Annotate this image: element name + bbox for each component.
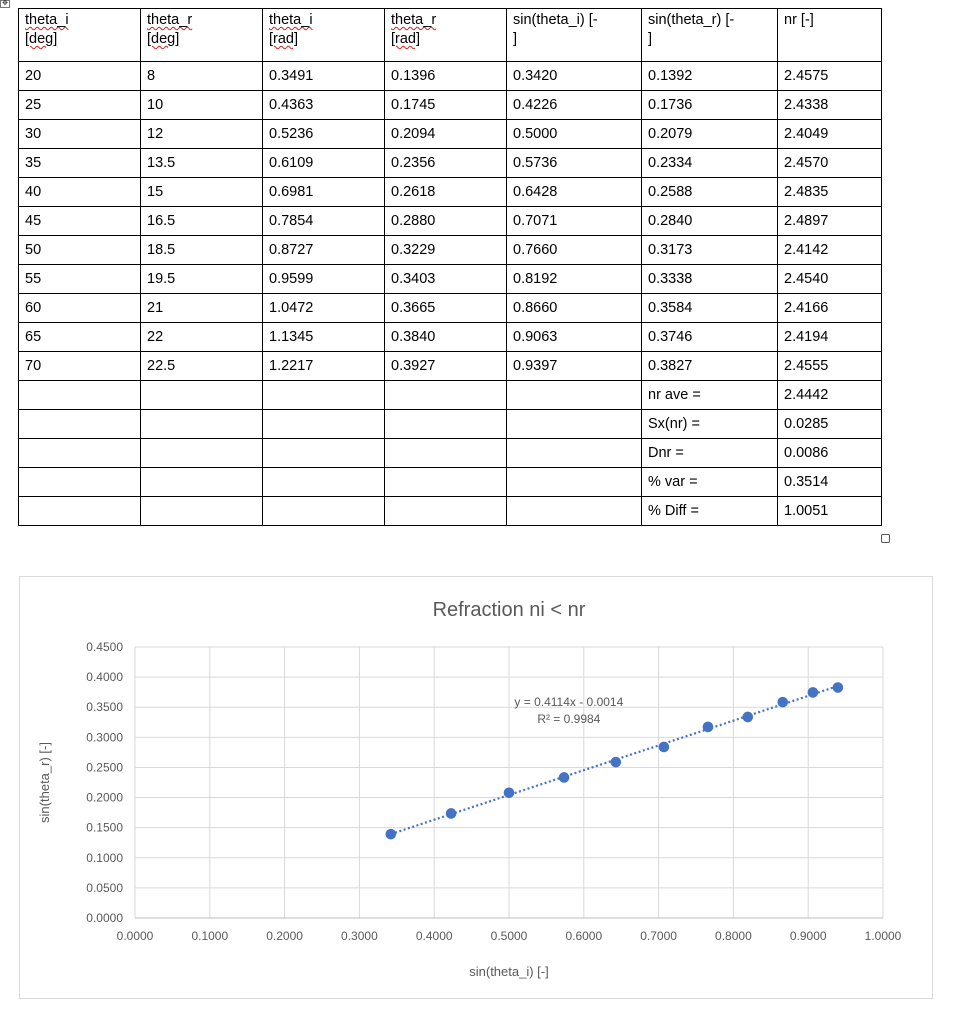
cell-theta-r-deg: 10: [141, 91, 263, 120]
chart-title: Refraction ni < nr: [432, 599, 586, 621]
empty-cell: [141, 497, 263, 526]
cell-nr: 2.4570: [778, 149, 882, 178]
cell-nr: 2.4540: [778, 265, 882, 294]
empty-cell: [507, 497, 642, 526]
stat-label-text: nr ave =: [648, 387, 701, 403]
stats-row: [19, 410, 882, 439]
data-point: [777, 697, 788, 708]
cell-theta-i-deg: 55: [19, 265, 141, 294]
data-point: [833, 682, 844, 693]
stats-row: [19, 439, 882, 468]
cell-theta-r-rad: 0.2094: [385, 120, 507, 149]
cell-theta-r-rad: 0.2880: [385, 207, 507, 236]
stat-label: [642, 410, 778, 439]
cell-sin-theta-i: 0.8192: [507, 265, 642, 294]
y-tick-label: 0.4000: [86, 670, 123, 685]
data-point: [611, 757, 622, 768]
empty-cell: [507, 439, 642, 468]
cell-theta-i-rad: 0.3491: [263, 62, 385, 91]
data-point: [659, 742, 670, 753]
header-nr: nr [-]: [778, 9, 882, 62]
cell-theta-i-rad: 0.9599: [263, 265, 385, 294]
table-row: [19, 207, 882, 236]
x-tick-label: 0.8000: [715, 929, 752, 943]
cell-nr: 2.4142: [778, 236, 882, 265]
y-tick-label: 0.1000: [86, 850, 123, 865]
cell-theta-r-rad: 0.2618: [385, 178, 507, 207]
table-resize-handle[interactable]: [881, 534, 890, 543]
x-tick-label: 0.2000: [266, 929, 303, 943]
table-row: [19, 62, 882, 91]
cell-theta-r-deg: 19.5: [141, 265, 263, 294]
cell-sin-theta-i: 0.9063: [507, 323, 642, 352]
cell-nr: 2.4555: [778, 352, 882, 381]
empty-cell: [141, 468, 263, 497]
table-row: [19, 236, 882, 265]
stat-label-text: Sx(nr) =: [648, 416, 700, 432]
cell-sin-theta-i: 0.5000: [507, 120, 642, 149]
cell-theta-i-deg: 60: [19, 294, 141, 323]
cell-theta-i-rad: 0.4363: [263, 91, 385, 120]
cell-theta-r-rad: 0.3665: [385, 294, 507, 323]
x-tick-label: 1.0000: [864, 929, 902, 943]
cell-theta-r-deg: 13.5: [141, 149, 263, 178]
y-tick-label: 0.0500: [86, 880, 123, 895]
empty-cell: [263, 410, 385, 439]
empty-cell: [507, 410, 642, 439]
table-row: [19, 120, 882, 149]
empty-cell: [141, 410, 263, 439]
stat-value: 0.0086: [778, 439, 882, 468]
cell-theta-r-rad: 0.1745: [385, 91, 507, 120]
table-row: [19, 91, 882, 120]
y-tick-label: 0.1500: [86, 820, 123, 835]
scatter-chart: [20, 577, 934, 1000]
header-sin-theta-i: sin(theta_i) [- ]: [507, 9, 642, 62]
cell-theta-i-deg: 25: [19, 91, 141, 120]
empty-cell: [507, 468, 642, 497]
cell-sin-theta-r: 0.2840: [642, 207, 778, 236]
cell-theta-r-deg: 16.5: [141, 207, 263, 236]
table-row: [19, 178, 882, 207]
empty-cell: [19, 468, 141, 497]
stat-label-text: Dnr =: [648, 445, 684, 461]
empty-cell: [385, 468, 507, 497]
cell-theta-i-rad: 0.6981: [263, 178, 385, 207]
stat-label-text: % Diff =: [648, 503, 699, 519]
stat-value: 0.0285: [778, 410, 882, 439]
empty-cell: [141, 439, 263, 468]
cell-theta-r-deg: 12: [141, 120, 263, 149]
stats-row: [19, 468, 882, 497]
cell-sin-theta-i: 0.7071: [507, 207, 642, 236]
cell-sin-theta-i: 0.6428: [507, 178, 642, 207]
empty-cell: [19, 497, 141, 526]
cell-theta-i-deg: 20: [19, 62, 141, 91]
cell-theta-i-deg: 50: [19, 236, 141, 265]
cell-sin-theta-i: 0.5736: [507, 149, 642, 178]
cell-sin-theta-i: 0.3420: [507, 62, 642, 91]
empty-cell: [19, 410, 141, 439]
table-row: [19, 294, 882, 323]
stats-row: [19, 497, 882, 526]
stat-value: 0.3514: [778, 468, 882, 497]
cell-theta-r-deg: 15: [141, 178, 263, 207]
table-row: [19, 323, 882, 352]
cell-sin-theta-i: 0.4226: [507, 91, 642, 120]
cell-theta-r-deg: 21: [141, 294, 263, 323]
cell-sin-theta-r: 0.3827: [642, 352, 778, 381]
cell-theta-r-deg: 8: [141, 62, 263, 91]
header-theta-r-deg: theta_r [deg]: [141, 9, 263, 62]
empty-cell: [263, 381, 385, 410]
cell-sin-theta-r: 0.3173: [642, 236, 778, 265]
table-row: [19, 265, 882, 294]
cell-theta-i-rad: 1.1345: [263, 323, 385, 352]
x-tick-label: 0.6000: [565, 929, 603, 943]
cell-theta-i-rad: 1.2217: [263, 352, 385, 381]
cell-theta-i-deg: 45: [19, 207, 141, 236]
cell-theta-i-rad: 0.8727: [263, 236, 385, 265]
cell-sin-theta-r: 0.2588: [642, 178, 778, 207]
cell-sin-theta-r: 0.1392: [642, 62, 778, 91]
cell-theta-i-rad: 0.5236: [263, 120, 385, 149]
cell-sin-theta-r: 0.2334: [642, 149, 778, 178]
empty-cell: [19, 381, 141, 410]
x-tick-label: 0.5000: [490, 929, 528, 943]
x-tick-label: 0.7000: [640, 929, 677, 943]
cell-theta-i-deg: 35: [19, 149, 141, 178]
table-row: [19, 149, 882, 178]
cell-sin-theta-r: 0.2079: [642, 120, 778, 149]
y-tick-label: 0.3500: [86, 700, 123, 715]
cell-nr: 2.4897: [778, 207, 882, 236]
cell-theta-r-rad: 0.1396: [385, 62, 507, 91]
trendline-r2: R² = 0.9984: [537, 712, 601, 727]
cell-theta-r-rad: 0.3840: [385, 323, 507, 352]
cell-theta-r-rad: 0.3927: [385, 352, 507, 381]
table-header-row: [19, 9, 882, 62]
data-point: [559, 772, 570, 783]
table-move-handle[interactable]: ✥: [0, 0, 10, 8]
data-point: [504, 787, 515, 798]
x-tick-label: 0.3000: [341, 929, 378, 943]
data-point: [703, 722, 714, 733]
cell-theta-r-deg: 22: [141, 323, 263, 352]
empty-cell: [19, 439, 141, 468]
stat-label: [642, 497, 778, 526]
stats-row: [19, 381, 882, 410]
data-point: [386, 829, 397, 840]
data-point: [808, 687, 819, 698]
empty-cell: [507, 381, 642, 410]
cell-theta-i-deg: 65: [19, 323, 141, 352]
stat-label-text: % var =: [648, 474, 698, 490]
cell-nr: 2.4338: [778, 91, 882, 120]
data-point: [446, 808, 457, 819]
empty-cell: [263, 468, 385, 497]
cell-sin-theta-i: 0.9397: [507, 352, 642, 381]
cell-theta-i-rad: 0.6109: [263, 149, 385, 178]
x-tick-label: 0.9000: [789, 929, 827, 943]
empty-cell: [385, 410, 507, 439]
cell-theta-i-rad: 1.0472: [263, 294, 385, 323]
y-tick-label: 0.2000: [86, 790, 123, 805]
x-tick-label: 0.0000: [116, 929, 154, 943]
x-axis-title: sin(theta_i) [-]: [469, 964, 549, 979]
empty-cell: [385, 497, 507, 526]
cell-sin-theta-r: 0.1736: [642, 91, 778, 120]
data-table: [18, 8, 882, 526]
data-table-container: [18, 8, 882, 526]
header-sin-theta-r: sin(theta_r) [- ]: [642, 9, 778, 62]
cell-nr: 2.4575: [778, 62, 882, 91]
cell-sin-theta-r: 0.3584: [642, 294, 778, 323]
cell-sin-theta-r: 0.3338: [642, 265, 778, 294]
header-theta-i-rad: theta_i [rad]: [263, 9, 385, 62]
stat-value: 2.4442: [778, 381, 882, 410]
cell-theta-i-deg: 70: [19, 352, 141, 381]
cell-theta-i-deg: 40: [19, 178, 141, 207]
data-point: [742, 712, 753, 723]
chart-frame[interactable]: [19, 576, 933, 999]
header-theta-r-rad: theta_r [rad]: [385, 9, 507, 62]
x-tick-label: 0.4000: [415, 929, 453, 943]
cell-nr: 2.4194: [778, 323, 882, 352]
cell-sin-theta-i: 0.7660: [507, 236, 642, 265]
cell-theta-r-deg: 22.5: [141, 352, 263, 381]
cell-nr: 2.4835: [778, 178, 882, 207]
y-tick-label: 0.2500: [86, 760, 123, 775]
empty-cell: [263, 497, 385, 526]
empty-cell: [141, 381, 263, 410]
cell-sin-theta-i: 0.8660: [507, 294, 642, 323]
header-theta-i-deg: theta_i [deg]: [19, 9, 141, 62]
stat-value: 1.0051: [778, 497, 882, 526]
empty-cell: [385, 439, 507, 468]
y-tick-label: 0.0000: [86, 911, 123, 925]
stat-label: [642, 439, 778, 468]
y-axis-title: sin(theta_r) [-]: [37, 742, 52, 823]
cell-theta-r-deg: 18.5: [141, 236, 263, 265]
cell-theta-r-rad: 0.2356: [385, 149, 507, 178]
cell-theta-r-rad: 0.3403: [385, 265, 507, 294]
cell-theta-r-rad: 0.3229: [385, 236, 507, 265]
y-tick-label: 0.3000: [86, 730, 123, 745]
cell-nr: 2.4166: [778, 294, 882, 323]
cell-theta-i-rad: 0.7854: [263, 207, 385, 236]
stat-label: [642, 381, 778, 410]
trendline-equation: y = 0.4114x - 0.0014: [514, 695, 624, 710]
table-row: [19, 352, 882, 381]
y-tick-label: 0.4500: [86, 640, 123, 654]
cell-nr: 2.4049: [778, 120, 882, 149]
cell-theta-i-deg: 30: [19, 120, 141, 149]
empty-cell: [385, 381, 507, 410]
empty-cell: [263, 439, 385, 468]
x-tick-label: 0.1000: [191, 929, 229, 943]
stat-label: [642, 468, 778, 497]
cell-sin-theta-r: 0.3746: [642, 323, 778, 352]
